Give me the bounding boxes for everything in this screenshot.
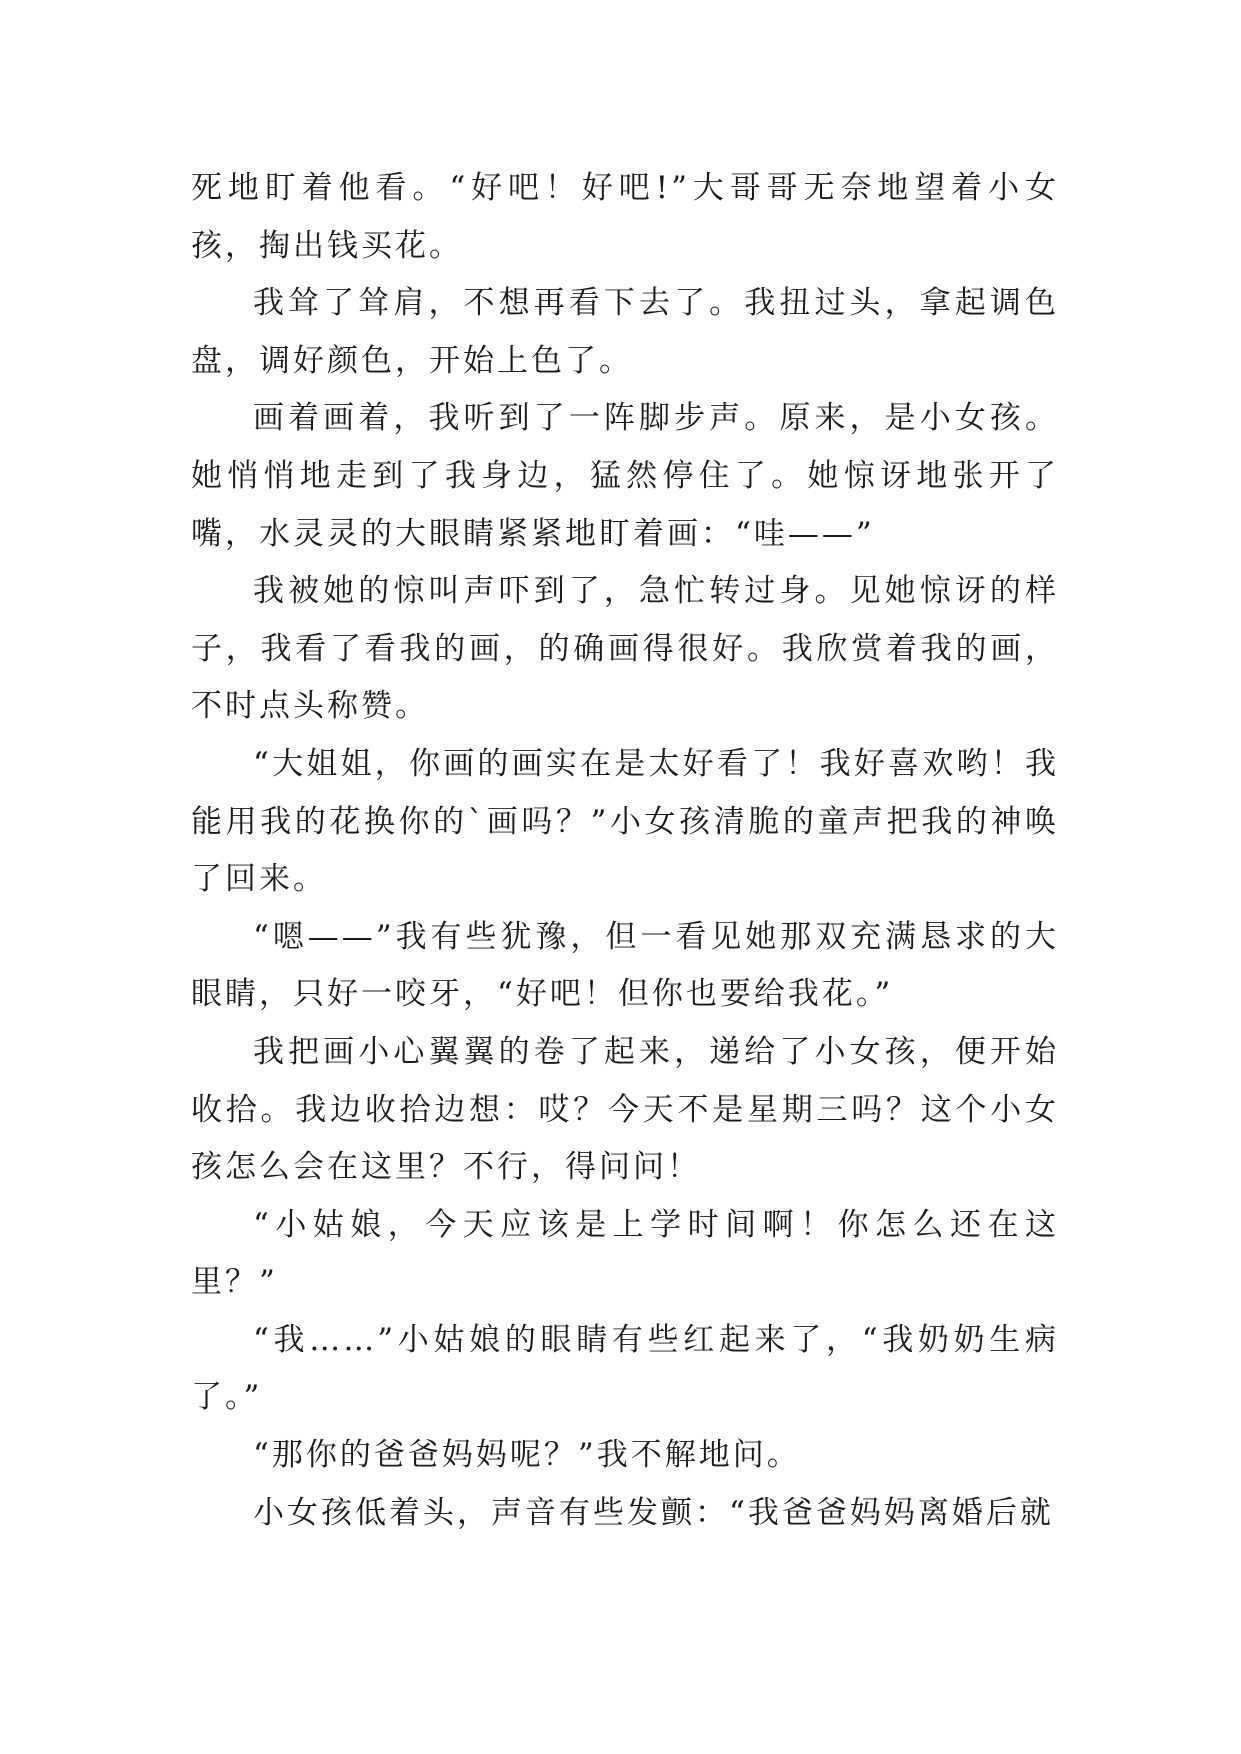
paragraph: 小女孩低着头，声音有些发颤：“我爸爸妈妈离婚后就 <box>253 1494 1054 1531</box>
paragraph: 我耸了耸肩，不想再看下去了。我扭过头，拿起调色盘，调好颜色，开始上色了。 <box>191 285 1059 379</box>
paragraph: 画着画着，我听到了一阵脚步声。原来，是小女孩。她悄悄地走到了我身边，猛然停住了。她惊讶地张开了嘴，水灵灵的大眼睛紧紧地盯着画：“哇——” <box>191 400 1059 552</box>
paragraph: 死地盯着他看。“好吧！好吧!”大哥哥无奈地望着小女孩，掏出钱买花。 <box>191 170 1059 264</box>
paragraph: “我……”小姑娘的眼睛有些红起来了，“我奶奶生病了。” <box>191 1321 1059 1416</box>
paragraph: 我把画小心翼翼的卷了起来，递给了小女孩，便开始收拾。我边收拾边想：哎？今天不是星期三吗？这个小女孩怎么会在这里？不行，得问问！ <box>191 1033 1059 1186</box>
paragraph: “小姑娘，今天应该是上学时间啊！你怎么还在这里？” <box>191 1206 1059 1301</box>
story-text <box>191 160 1059 1542</box>
paragraph: “大姐姐，你画的画实在是太好看了！我好喜欢哟！我能用我的花换你的`画吗？”小女孩清脆的童声把我的神唤了回来。 <box>191 745 1059 898</box>
paragraph: “那你的爸爸妈妈呢？”我不解地问。 <box>253 1437 801 1474</box>
paragraph: “嗯——”我有些犹豫，但一看见她那双充满恳求的大眼睛，只好一咬牙，“好吧！但你也要给我花。” <box>191 918 1059 1013</box>
paragraph: 我被她的惊叫声吓到了，急忙转过身。见她惊讶的样子，我看了看我的画，的确画得很好。我欣赏着我的画，不时点头称赞。 <box>191 573 1059 725</box>
